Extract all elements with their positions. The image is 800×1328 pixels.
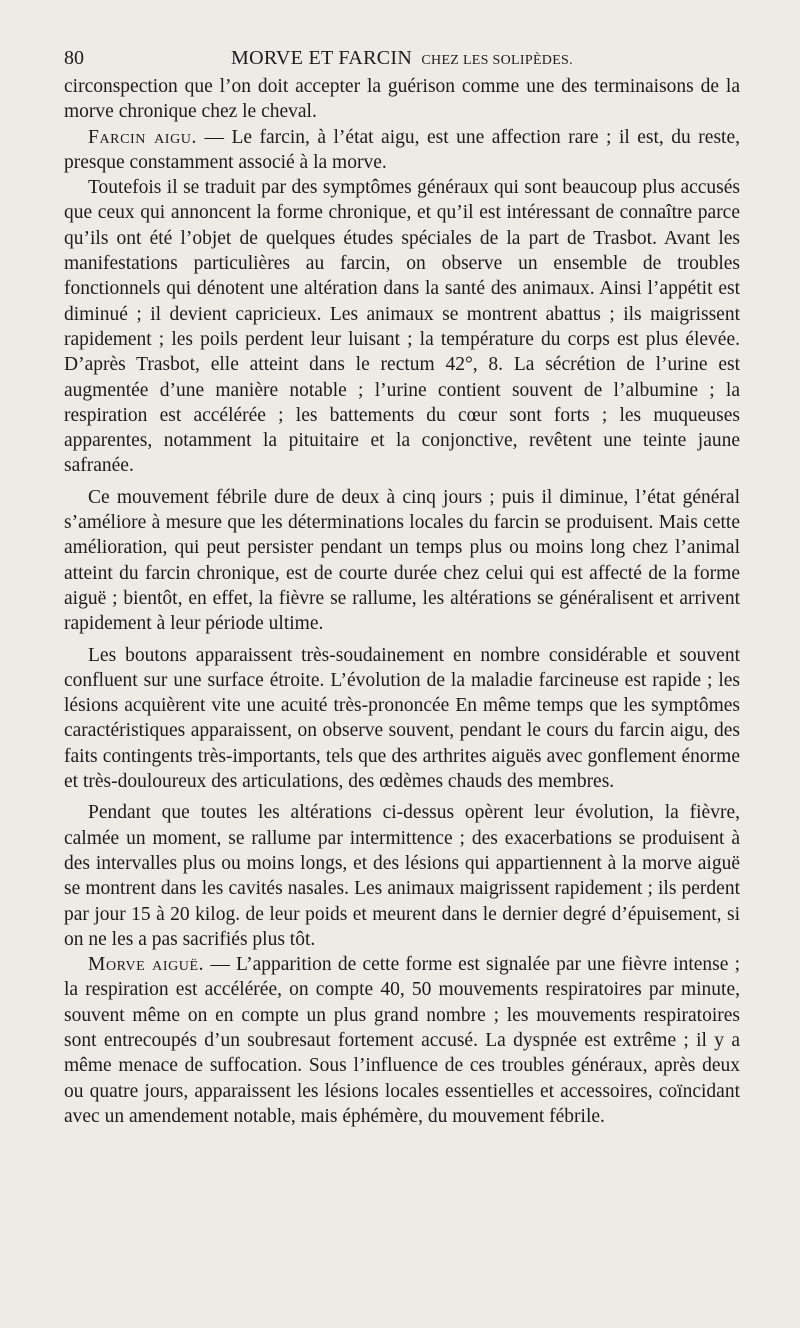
paragraph-morve-aigue — [64, 952, 740, 1129]
paragraph-text: Toutefois il se traduit par des symptômes généraux qui sont beaucoup plus accusés que ceux qui annoncent la forme chronique, et qu’il est intéressant de connaître parce qu’ils ont été l’objet de quelques études spéciales de la part de Trasbot. Avant les manifestations particulières au farcin, on observe un ensemble de troubles fonctionnels qui dénotent une altération dans la santé des animaux. Ainsi l’appétit est diminué ; il devient capricieux. Les animaux se montrent abattus ; ils maigrissent rapidement ; les poils perdent leur luisant ; la température du corps est plus élevée. D’après Trasbot, elle atteint dans le rectum 42°, 8. La sécrétion de l’urine est augmentée d’une manière notable ; l’urine contient souvent de l’albumine ; la respiration est accélérée ; les battements du cœur sont forts ; les muqueuses apparentes, notamment la pituitaire et la conjonctive, revêtent une teinte jaune safranée. — [64, 177, 740, 477]
running-title-main: MORVE ET FARCIN — [231, 47, 413, 69]
section-heading-farcin-aigu: Farcin aigu. — [88, 126, 197, 148]
paragraph-farcin-aigu — [64, 125, 740, 176]
paragraph-text: Ce mouvement fébrile dure de deux à cinq jours ; puis il diminue, l’état général s’améliore à mesure que les déterminations locales du farcin se produisent. Mais cette amélioration, qui peut persister pendant un temps plus ou moins long chez l’animal atteint du farcin chronique, est de courte durée chez celui qui est affecté de la forme aiguë ; bientôt, en effet, la fièvre se rallume, les altérations se généralisent et arrivent rapidement à leur période ultime. — [64, 486, 740, 635]
running-header — [64, 44, 740, 72]
running-title-sub: CHEZ LES SOLIPÈDES. — [421, 53, 573, 68]
paragraph-text: Les boutons apparaissent très-soudainement en nombre considérable et souvent confluent sur une surface étroite. L’évolution de la maladie farcineuse est rapide ; les lésions acquièrent vite une acuité très-prononcée En même temps que les symptômes caractéristiques apparaissent, on observe souvent, pendant le cours du farcin aigu, des faits contingents très-importants, tels que des arthrites aiguës avec gonflement énorme et très-douloureux des articulations, des œdèmes chauds des membres. — [64, 644, 740, 793]
body-text — [64, 74, 740, 1129]
paragraph-boutons — [64, 643, 740, 795]
page-number: 80 — [64, 47, 84, 69]
paragraph-text: — L’apparition de cette forme est signalée par une fièvre intense ; la respiration est accélérée, on compte 40, 50 mouvements respiratoires par minute, souvent même on en compte un plus grand nombre ; les mouvements respiratoires sont entrecoupés d’un soubresaut fortement accusé. La dyspnée est extrême ; il y a même menace de suffocation. Sous l’influence de ces troubles généraux, après deux ou quatre jours, apparaissent les lésions locales essentielles et accessoires, coïncidant avec un amendement notable, mais éphémère, du mouvement fébrile. — [64, 954, 740, 1127]
paragraph-continuation — [64, 74, 740, 125]
paragraph-mouvement-febrile — [64, 485, 740, 637]
paragraph-text: — Le farcin, à l’état aigu, est une affection rare ; il est, du reste, presque constamment associé à la morve. — [64, 126, 740, 173]
paragraph-text: circonspection que l’on doit accepter la guérison comme une des terminaisons de la morve chronique chez le cheval. — [64, 76, 740, 123]
running-title — [64, 44, 740, 75]
paragraph-symptomes — [64, 175, 740, 479]
paragraph-alterations — [64, 800, 740, 952]
section-heading-morve-aigue: Morve aiguë. — [88, 954, 205, 976]
paragraph-text: Pendant que toutes les altérations ci-dessus opèrent leur évolution, la fièvre, calmée un moment, se rallume par intermittence ; des exacerbations se produisent à des intervalles plus ou moins longs, et des lésions qui appartiennent à la morve aiguë se montrent dans les cavités nasales. Les animaux maigrissent rapidement ; ils perdent par jour 15 à 20 kilog. de leur poids et meurent dans le dernier degré d’épuisement, si on ne les a pas sacrifiés plus tôt. — [64, 802, 740, 950]
